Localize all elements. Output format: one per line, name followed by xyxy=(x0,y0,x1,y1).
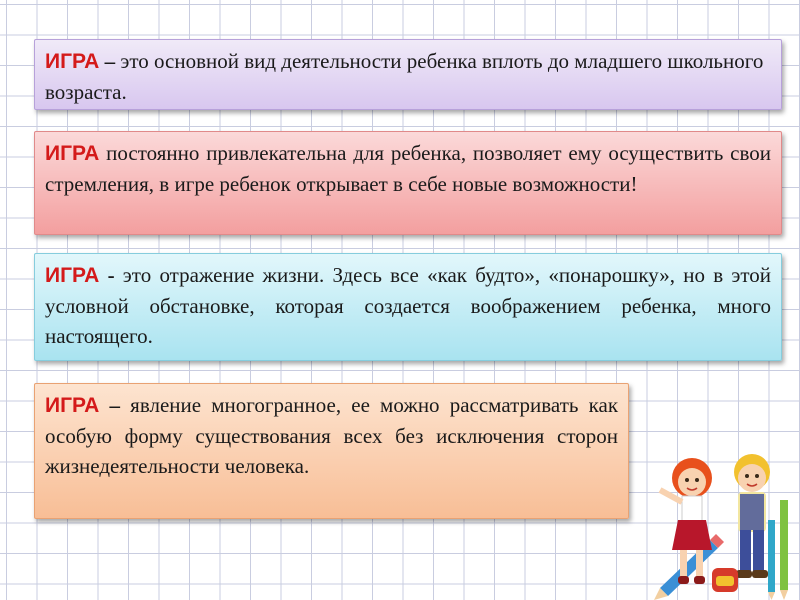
card-text: явление многогранное, ее можно рассматривать как особую форму существования всех без исключения сторон жизнедеятельности человека. xyxy=(45,393,619,478)
pencil-icon xyxy=(768,500,788,600)
card-text: это основной вид деятельности ребенка вплоть до младшего школьного возраста. xyxy=(45,49,764,104)
backpack-icon xyxy=(712,568,738,592)
info-card-1 xyxy=(34,39,782,110)
card-text: это отражение жизни. Здесь все «как будто», «понарошку», но в этой условной обстановке, которая создается воображением ребенка, много настоящего. xyxy=(45,263,771,348)
girl-figure xyxy=(660,458,712,584)
card-keyword: ИГРА xyxy=(45,264,100,287)
card-keyword: ИГРА xyxy=(45,394,100,417)
card-separator: - xyxy=(107,263,115,287)
card-keyword: ИГРА xyxy=(45,50,100,73)
card-separator: – xyxy=(104,49,116,73)
info-card-4 xyxy=(34,383,629,519)
info-card-3 xyxy=(34,253,782,361)
card-keyword: ИГРА xyxy=(45,142,100,165)
card-separator: – xyxy=(109,393,120,417)
boy-figure xyxy=(734,454,770,578)
info-card-2 xyxy=(34,131,782,235)
children-with-pencils-illustration xyxy=(640,420,800,600)
card-text: постоянно привлекательна для ребенка, позволяет ему осуществить свои стремления, в игре ребенок открывает в себе новые возможности! xyxy=(45,141,771,196)
